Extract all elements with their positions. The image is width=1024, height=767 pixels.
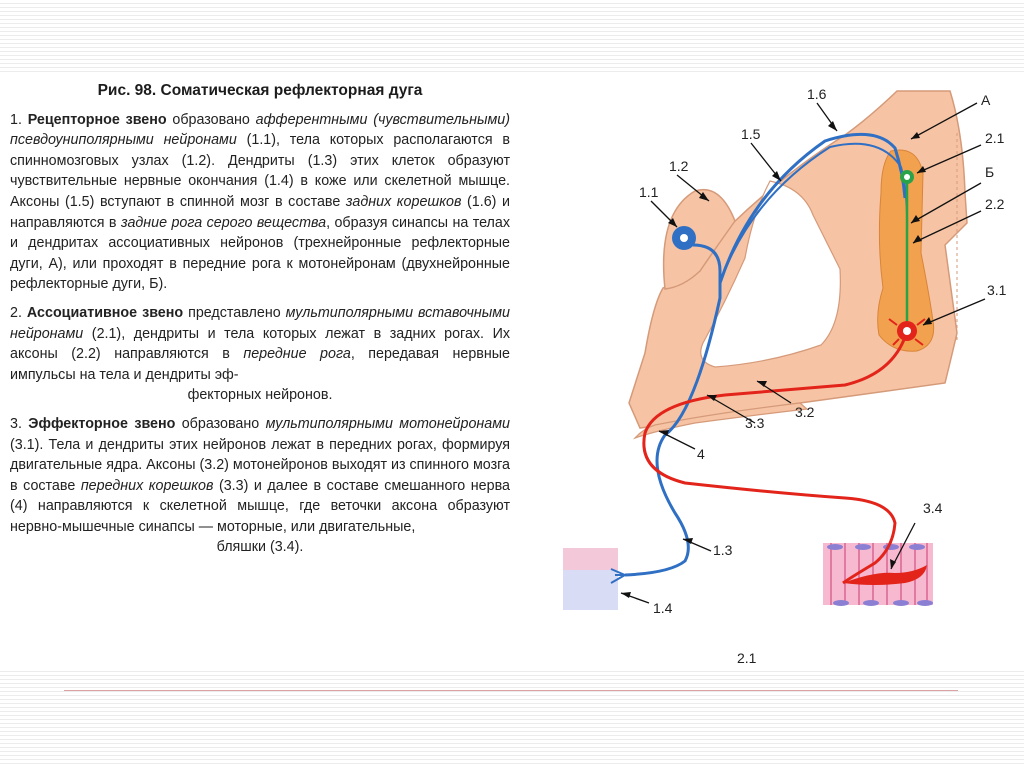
label-1-3: 1.3 [713, 542, 733, 558]
text-run: (1.6) и направляются в [10, 193, 510, 231]
label-3-3: 3.3 [745, 415, 765, 431]
text-run: образовано [166, 111, 256, 128]
label-1-1: 1.1 [639, 184, 659, 200]
label-1-2: 1.2 [669, 158, 689, 174]
text-run: мультиполярными мотонейронами [265, 415, 510, 432]
text-run: афферентными (чувствительными) псевдоуниполярными нейронами [10, 111, 511, 149]
label-3-1: 3.1 [987, 282, 1007, 298]
label-1-6: 1.6 [807, 86, 827, 102]
text-run: фекторных нейронов. [187, 387, 333, 404]
text-run: (1.1), тела которых располагаются в спинномозговых узлах (1.2). Дендриты (1.3) этих клеток образуют чувствительные нервные окончания (1.4) в коже или скелетной мышце. Аксоны (1.5) вступают в спинной мозг в составе [10, 132, 510, 210]
text-run: мультиполярными вставочными нейронами [10, 304, 510, 342]
footer-divider [64, 690, 958, 691]
label-2-1-arrow: 2.1 [985, 130, 1005, 146]
label-3-4: 3.4 [923, 500, 943, 516]
skin-block [563, 548, 618, 610]
text-run: (2.1), дендриты и тела которых лежат в задних рогах. Их аксоны (2.2) направляются в [10, 325, 510, 363]
text-run: Ассоциативное звено [26, 304, 184, 321]
text-run: передних корешков [80, 477, 214, 494]
label-1-4: 1.4 [653, 600, 673, 616]
text-run: Рецепторное звено [27, 111, 167, 128]
figure-caption: 2.1 [737, 650, 757, 666]
text-run: , передавая нервные импульсы на тела и дендриты эф- [10, 346, 511, 383]
label-3-2: 3.2 [795, 404, 815, 420]
text-run: 1. [10, 111, 28, 128]
text-run: (3.1). Тела и дендриты этих нейронов лежат в передних рогах, формируя двигательные ядра. Аксоны (3.2) мотонейронов выходят из спинного мозга в составе [10, 436, 510, 494]
section-paragraph [10, 414, 510, 558]
text-run: 2. [10, 304, 27, 321]
figure-title: Рис. 98. Соматическая рефлекторная дуга [97, 82, 423, 99]
text-run: Эффекторное звено [28, 415, 176, 432]
reflex-arc-diagram [545, 73, 1015, 670]
text-run: задние рога серого вещества [120, 214, 327, 231]
text-column [10, 81, 510, 566]
text-run: 3. [10, 415, 29, 432]
label-A: А [981, 92, 991, 108]
label-B: Б [985, 164, 995, 180]
description-sections [10, 110, 510, 558]
slide [0, 73, 1024, 670]
label-2-2: 2.2 [985, 196, 1005, 212]
label-4: 4 [697, 446, 705, 462]
section-paragraph [10, 303, 510, 406]
text-run: представлено [183, 304, 286, 321]
text-run: образовано [175, 415, 266, 432]
label-1-5: 1.5 [741, 126, 761, 142]
text-run: (3.3) и далее в составе смешанного нерва (4) направляются к скелетной мышце, где веточки аксона образуют нервно-мышечные синапсы — моторные, или двигательные, [10, 477, 510, 535]
text-run: , образуя синапсы на телах и дендритах ассоциативных нейронов (трехнейронные рефлекторные дуги, А), или проходят в передние рога к мотонейронам (двухнейронные рефлекторные дуги, Б). [10, 214, 511, 293]
text-run: задних корешков [345, 193, 462, 210]
text-run: бляшки (3.4). [216, 539, 304, 556]
section-paragraph [10, 110, 510, 295]
text-run: передние рога [243, 346, 351, 363]
